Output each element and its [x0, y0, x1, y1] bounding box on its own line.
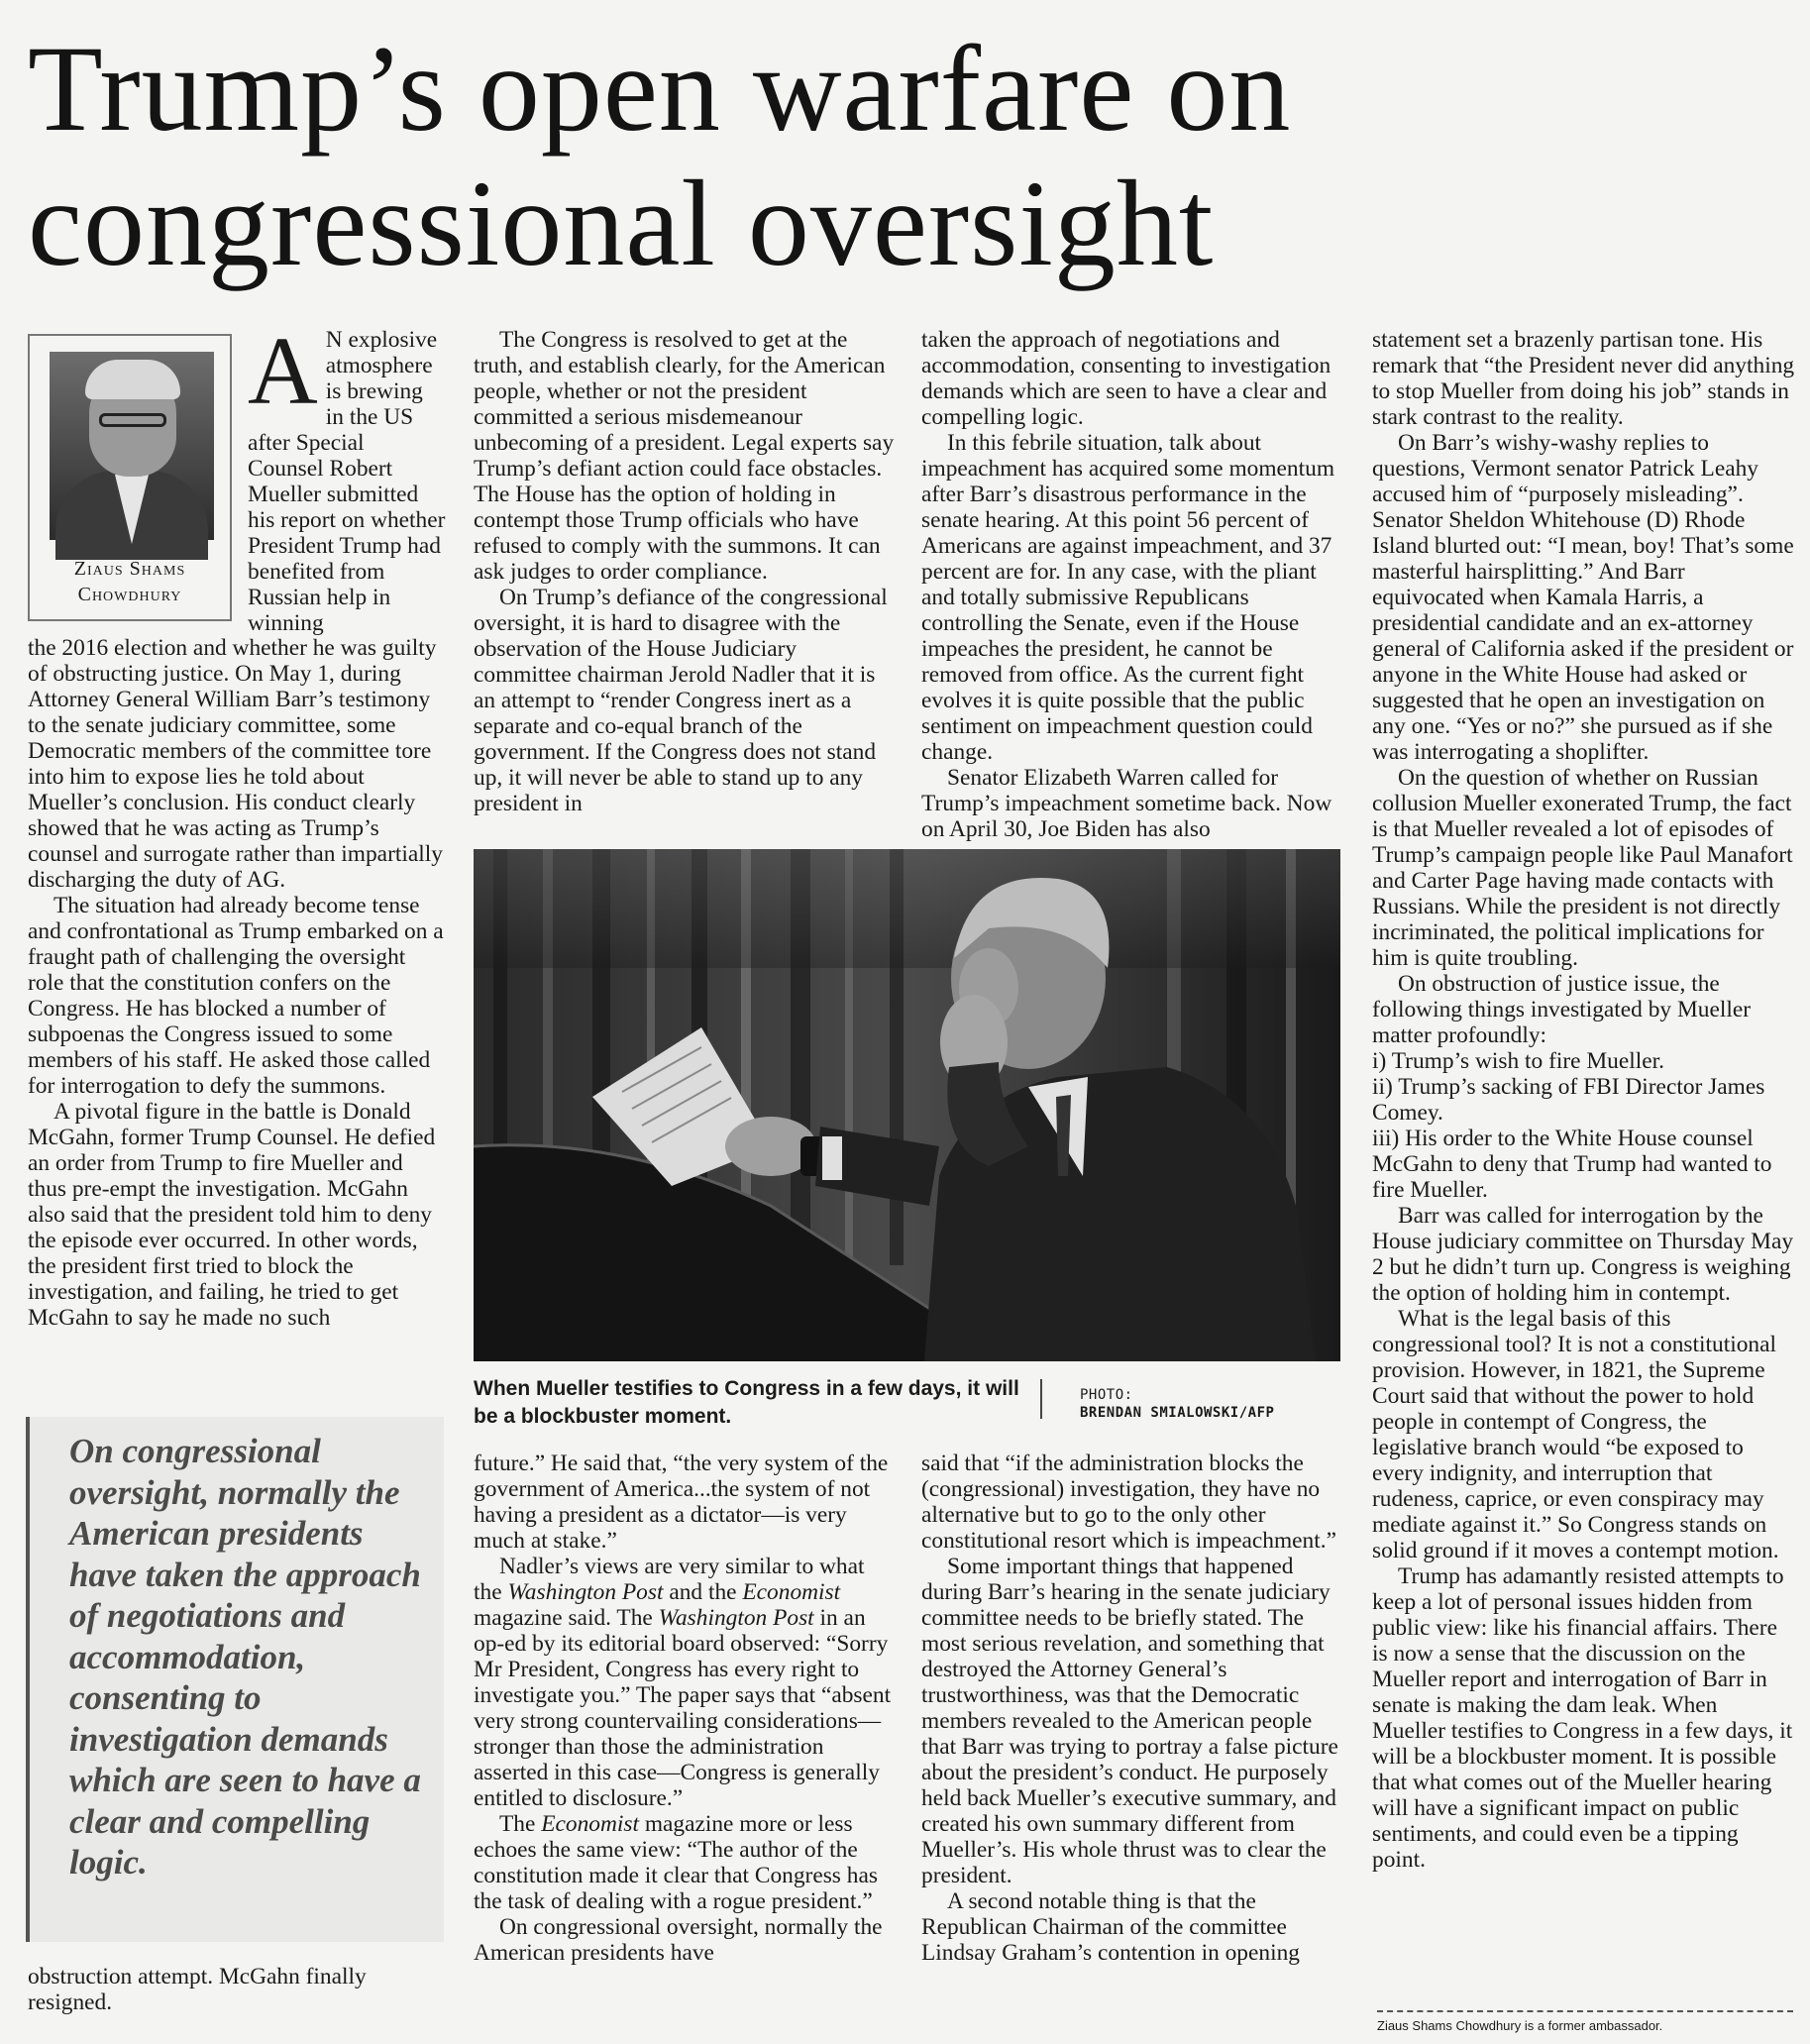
- article-column-1-bottom: [28, 1964, 446, 2023]
- article-paragraph: What is the legal basis of this congressional tool? It is not a constitutional provision. However, in 1821, the Supreme Court said that without the power to hold people in contempt of Congress, the legislative branch would “be exposed to every indignity, and interruption that rudeness, caprice, or even conspiracy may mediate against it.” So Congress stands on solid ground if it moves a contempt motion.: [1372, 1306, 1779, 1563]
- article-paragraph: obstruction attempt. McGahn finally resigned.: [28, 1964, 367, 2015]
- author-photo: [50, 352, 214, 540]
- article-paragraph: On the question of whether on Russian collusion Mueller exonerated Trump, the fact is that Mueller revealed a lot of episodes of Trump’s campaign people like Paul Manafort and Carter Page having made contacts with Russians. While the president is not directly incriminated, the political implications for him is quite troubling.: [1372, 765, 1793, 971]
- article-paragraph: The Economist magazine more or less echoes the same view: “The author of the constitution made it clear that Congress has the task of dealing with a rogue president.”: [474, 1811, 878, 1914]
- article-column-3-top: [921, 327, 1345, 842]
- article-paragraph: future.” He said that, “the very system of the government of America...the system of not having a president as a dictator—is very much at stake.”: [474, 1451, 889, 1554]
- article-paragraph: Senator Elizabeth Warren called for Trump’s impeachment sometime back. Now on April 30, Joe Biden has also: [921, 765, 1332, 842]
- article-paragraph: In this febrile situation, talk about impeachment has acquired some momentum after Barr’s disastrous performance in the senate hearing. At this point 56 percent of Americans are against impeachment, and 37 percent are for. In any case, with the pliant and totally submissive Republicans controlling the Senate, even if the House impeaches the president, he cannot be removed from office. As the current fight evolves it is quite possible that the public sentiment on impeachment question could change.: [921, 430, 1335, 765]
- article-paragraph: said that “if the administration blocks the (congressional) investigation, they have no alternative but to go to the only other constitutional resort which is impeachment.”: [921, 1451, 1336, 1554]
- article-paragraph: The Congress is resolved to get at the truth, and establish clearly, for the American people, whether or not the president committed a serious misdemeanour unbecoming of a president. Legal experts say Trump’s defiant action could face obstacles. The House has the option of holding in contempt those Trump officials who have refused to comply with the summons. It can ask judges to order compliance.: [474, 327, 895, 585]
- photo-illustration: [474, 849, 1340, 1361]
- article-paragraph: On congressional oversight, normally the American presidents have: [474, 1914, 883, 1966]
- author-note: Ziaus Shams Chowdhury is a former ambassador.: [1377, 2018, 1663, 2033]
- article-photo: [474, 849, 1340, 1361]
- footer-divider: [1377, 2010, 1793, 2012]
- article-paragraph: Some important things that happened during Barr’s hearing in the senate judiciary committee needs to be briefly stated. The most serious revelation, and something that destroyed the Attorney General’s trustworthiness, was that the Democratic members revealed to the American people that Barr was trying to portray a false picture about the president’s conduct. He purposely held back Mueller’s executive summary, and created his own summary different from Mueller’s. His whole thrust was to clear the president.: [921, 1554, 1338, 1888]
- article-paragraph: On Barr’s wishy-washy replies to questions, Vermont senator Patrick Leahy accused him of “purposely misleading”. Senator Sheldon Whitehouse (D) Rhode Island blurted out: “I mean, boy! That’s some masterful hairsplitting.” And Barr equivocated when Kamala Harris, a presidential candidate and an ex-attorney general of California asked if the president or anyone in the White House had asked or suggested that he open an investigation on any one. “Yes or no?” she pursued as if she was interrogating a shoplifter.: [1372, 430, 1794, 765]
- article-paragraph: N explosive atmosphere is brewing in the US after Special Counsel Robert Mueller submitted his report on whether President Trump had benefited from Russian help in winning: [248, 327, 446, 636]
- article-column-1: [28, 635, 446, 1408]
- article-paragraph: On Trump’s defiance of the congressional oversight, it is hard to disagree with the observation of the House Judiciary committee chairman Jerold Nadler that it is an attempt to “render Congress inert as a separate and co-equal branch of the government. If the Congress does not stand up, it will never be able to stand up to any president in: [474, 585, 888, 816]
- article-paragraph: Nadler’s views are very similar to what the Washington Post and the Economist magazine said. The Washington Post in an op-ed by its editorial board observed: “Sorry Mr President, Congress has every right to investigate you.” The paper says that “absent very strong countervailing considerations—stronger than those the administration asserted in this case—Congress is generally entitled to disclosure.”: [474, 1554, 892, 1811]
- article-paragraph: A pivotal figure in the battle is Donald McGahn, former Trump Counsel. He defied an order from Trump to fire Mueller and thus pre-empt the investigation. McGahn also said that the president told him to deny the episode ever occurred. In other words, the president first tried to block the investigation, and failing, he tried to get McGahn to say he made no such: [28, 1099, 436, 1331]
- article-column-2-bottom: [474, 1451, 898, 2035]
- article-paragraph: A second notable thing is that the Republican Chairman of the committee Lindsay Graham’s contention in opening: [921, 1888, 1300, 1966]
- photo-credit: [1080, 1386, 1347, 1422]
- article-column-2-top: [474, 327, 898, 842]
- article-column-1-top: [248, 318, 446, 636]
- article-paragraph: Barr was called for interrogation by the House judiciary committee on Thursday May 2 but he didn’t turn up. Congress is weighing the option of holding him in contempt.: [1372, 1203, 1794, 1306]
- photo-caption: When Mueller testifies to Congress in a few days, it will be a blockbuster moment.: [474, 1377, 1019, 1428]
- author-box: [28, 334, 232, 621]
- credit-divider: [1040, 1379, 1042, 1419]
- article-paragraph: On obstruction of justice issue, the following things investigated by Mueller matter profoundly:: [1372, 971, 1751, 1048]
- article-paragraph: taken the approach of negotiations and accommodation, consenting to investigation demands which are seen to have a clear and compelling logic.: [921, 327, 1331, 430]
- article-paragraph: Trump has adamantly resisted attempts to keep a lot of personal issues hidden from public view: like his financial affairs. There is now a sense that the discussion on the Mueller report and interrogation of Barr in senate is making the dam leak. When Mueller testifies to Congress in a few days, it will be a blockbuster moment. It is possible that what comes out of the Mueller hearing will have a significant impact on public sentiments, and could even be a tipping point.: [1372, 1563, 1793, 1873]
- author-name: Ziaus Shams Chowdhury: [73, 558, 186, 605]
- article-column-3-bottom: [921, 1451, 1345, 2035]
- article-paragraph: the 2016 election and whether he was guilty of obstructing justice. On May 1, during Attorney General William Barr’s testimony to the senate judiciary committee, some Democratic members of the committee tore into him to expose lies he told about Mueller’s conclusion. His conduct clearly showed that he was acting as Trump’s counsel and surrogate rather than impartially discharging the duty of AG.: [28, 635, 443, 893]
- list-item: iii) His order to the White House counsel McGahn to deny that Trump had wanted to fire Mueller.: [1372, 1126, 1772, 1203]
- pull-quote-text: On congressional oversight, normally the American presidents have taken the approach of negotiations and accommodation, consenting to investigation demands which are seen to have a clear and compelling logic.: [69, 1432, 421, 1882]
- article-paragraph: statement set a brazenly partisan tone. His remark that “the President never did anything to stop Mueller from doing his job” stands in stark contrast to the reality.: [1372, 327, 1795, 430]
- headline: Trump’s open warfare on congressional oversight: [28, 21, 1292, 291]
- photo-credit-label: PHOTO:: [1080, 1387, 1133, 1403]
- pull-quote: [26, 1417, 444, 1942]
- photo-credit-name: BRENDAN SMIALOWSKI/AFP: [1080, 1405, 1275, 1421]
- article-paragraph: The situation had already become tense and confrontational as Trump embarked on a fraught path of challenging the oversight role that the constitution confers on the Congress. He has blocked a number of subpoenas the Congress issued to some members of his staff. He asked those called for interrogation to defy the summons.: [28, 893, 444, 1099]
- list-item: ii) Trump’s sacking of FBI Director James Comey.: [1372, 1074, 1765, 1126]
- list-item: i) Trump’s wish to fire Mueller.: [1372, 1048, 1664, 1074]
- article-column-4: [1372, 327, 1796, 2006]
- drop-cap: A: [248, 318, 318, 425]
